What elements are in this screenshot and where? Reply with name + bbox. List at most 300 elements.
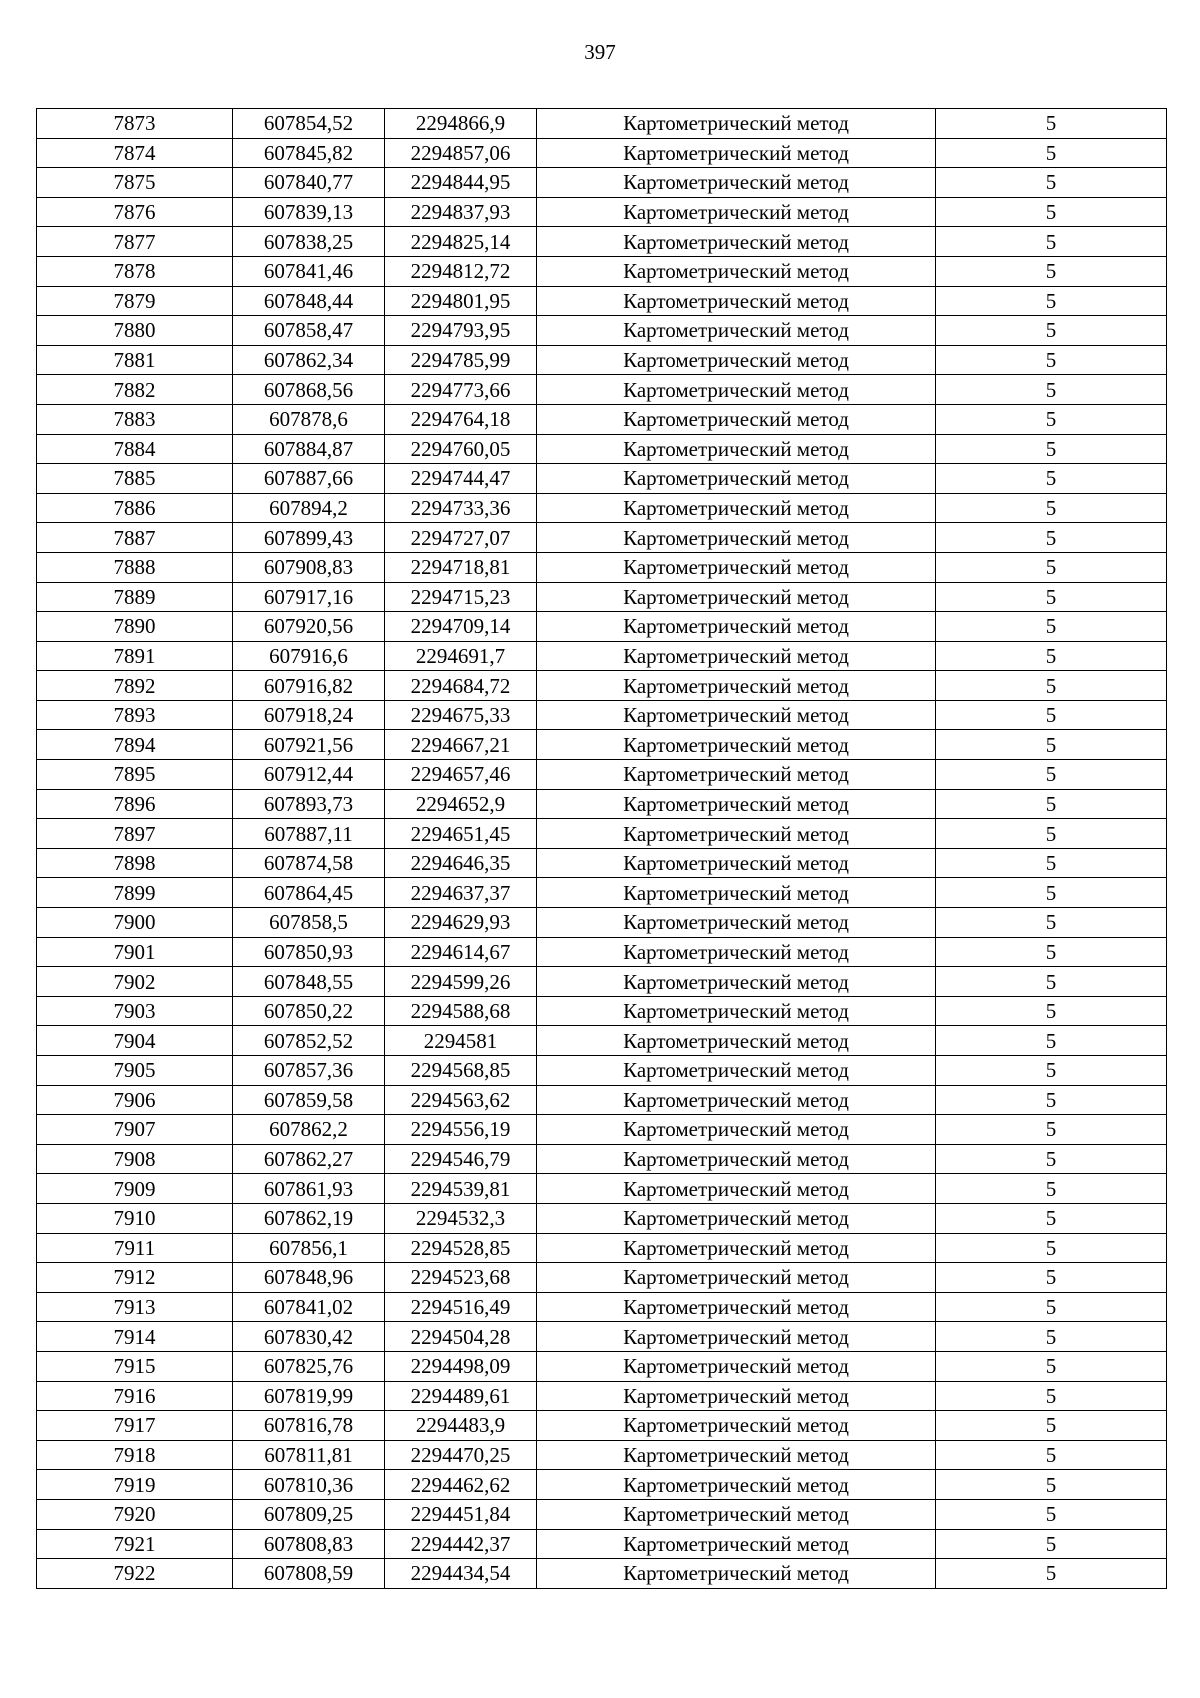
accuracy-cell: 5 [936,1085,1167,1115]
y-coordinate-cell: 2294568,85 [385,1056,537,1086]
y-coordinate-cell: 2294866,9 [385,109,537,139]
point-number-cell: 7906 [37,1085,233,1115]
accuracy-cell: 5 [936,493,1167,523]
y-coordinate-cell: 2294715,23 [385,582,537,612]
accuracy-cell: 5 [936,256,1167,286]
point-number-cell: 7909 [37,1174,233,1204]
method-cell: Картометрический метод [537,286,936,316]
table-row [37,464,1167,494]
x-coordinate-cell: 607862,2 [233,1115,385,1145]
accuracy-cell: 5 [936,937,1167,967]
table-row [37,878,1167,908]
accuracy-cell: 5 [936,1174,1167,1204]
table-row [37,316,1167,346]
accuracy-cell: 5 [936,1056,1167,1086]
point-number-cell: 7920 [37,1499,233,1529]
x-coordinate-cell: 607809,25 [233,1499,385,1529]
x-coordinate-cell: 607861,93 [233,1174,385,1204]
accuracy-cell: 5 [936,819,1167,849]
x-coordinate-cell: 607816,78 [233,1411,385,1441]
x-coordinate-cell: 607864,45 [233,878,385,908]
table-row [37,1233,1167,1263]
point-number-cell: 7883 [37,404,233,434]
method-cell: Картометрический метод [537,1529,936,1559]
y-coordinate-cell: 2294667,21 [385,730,537,760]
x-coordinate-cell: 607840,77 [233,168,385,198]
accuracy-cell: 5 [936,1115,1167,1145]
x-coordinate-cell: 607825,76 [233,1351,385,1381]
y-coordinate-cell: 2294546,79 [385,1144,537,1174]
point-number-cell: 7886 [37,493,233,523]
table-row [37,1056,1167,1086]
y-coordinate-cell: 2294646,35 [385,848,537,878]
accuracy-cell: 5 [936,552,1167,582]
point-number-cell: 7894 [37,730,233,760]
y-coordinate-cell: 2294434,54 [385,1559,537,1589]
table-row [37,1292,1167,1322]
x-coordinate-cell: 607856,1 [233,1233,385,1263]
accuracy-cell: 5 [936,1292,1167,1322]
x-coordinate-cell: 607884,87 [233,434,385,464]
x-coordinate-cell: 607858,47 [233,316,385,346]
y-coordinate-cell: 2294629,93 [385,908,537,938]
table-row [37,227,1167,257]
point-number-cell: 7922 [37,1559,233,1589]
x-coordinate-cell: 607916,82 [233,671,385,701]
table-row [37,523,1167,553]
x-coordinate-cell: 607920,56 [233,612,385,642]
accuracy-cell: 5 [936,345,1167,375]
y-coordinate-cell: 2294709,14 [385,612,537,642]
y-coordinate-cell: 2294516,49 [385,1292,537,1322]
table-row [37,286,1167,316]
method-cell: Картометрический метод [537,582,936,612]
y-coordinate-cell: 2294651,45 [385,819,537,849]
x-coordinate-cell: 607810,36 [233,1470,385,1500]
table-row [37,1026,1167,1056]
y-coordinate-cell: 2294844,95 [385,168,537,198]
accuracy-cell: 5 [936,908,1167,938]
x-coordinate-cell: 607838,25 [233,227,385,257]
y-coordinate-cell: 2294451,84 [385,1499,537,1529]
method-cell: Картометрический метод [537,227,936,257]
y-coordinate-cell: 2294773,66 [385,375,537,405]
table-row [37,908,1167,938]
y-coordinate-cell: 2294614,67 [385,937,537,967]
table-row [37,1263,1167,1293]
x-coordinate-cell: 607848,96 [233,1263,385,1293]
method-cell: Картометрический метод [537,760,936,790]
accuracy-cell: 5 [936,1559,1167,1589]
y-coordinate-cell: 2294837,93 [385,197,537,227]
point-number-cell: 7873 [37,109,233,139]
table-row [37,1085,1167,1115]
x-coordinate-cell: 607874,58 [233,848,385,878]
x-coordinate-cell: 607848,44 [233,286,385,316]
method-cell: Картометрический метод [537,730,936,760]
x-coordinate-cell: 607819,99 [233,1381,385,1411]
method-cell: Картометрический метод [537,1499,936,1529]
x-coordinate-cell: 607899,43 [233,523,385,553]
x-coordinate-cell: 607850,22 [233,996,385,1026]
y-coordinate-cell: 2294812,72 [385,256,537,286]
table-row [37,819,1167,849]
x-coordinate-cell: 607918,24 [233,700,385,730]
point-number-cell: 7918 [37,1440,233,1470]
accuracy-cell: 5 [936,316,1167,346]
point-number-cell: 7874 [37,138,233,168]
method-cell: Картометрический метод [537,1174,936,1204]
table-row [37,1381,1167,1411]
y-coordinate-cell: 2294498,09 [385,1351,537,1381]
method-cell: Картометрический метод [537,671,936,701]
point-number-cell: 7912 [37,1263,233,1293]
point-number-cell: 7878 [37,256,233,286]
x-coordinate-cell: 607912,44 [233,760,385,790]
accuracy-cell: 5 [936,1203,1167,1233]
point-number-cell: 7881 [37,345,233,375]
method-cell: Картометрический метод [537,700,936,730]
method-cell: Картометрический метод [537,1056,936,1086]
y-coordinate-cell: 2294857,06 [385,138,537,168]
y-coordinate-cell: 2294504,28 [385,1322,537,1352]
point-number-cell: 7915 [37,1351,233,1381]
table-row [37,1559,1167,1589]
point-number-cell: 7885 [37,464,233,494]
point-number-cell: 7896 [37,789,233,819]
accuracy-cell: 5 [936,1351,1167,1381]
y-coordinate-cell: 2294489,61 [385,1381,537,1411]
x-coordinate-cell: 607852,52 [233,1026,385,1056]
y-coordinate-cell: 2294825,14 [385,227,537,257]
accuracy-cell: 5 [936,168,1167,198]
y-coordinate-cell: 2294588,68 [385,996,537,1026]
method-cell: Картометрический метод [537,375,936,405]
method-cell: Картометрический метод [537,1411,936,1441]
method-cell: Картометрический метод [537,1144,936,1174]
x-coordinate-cell: 607841,46 [233,256,385,286]
table-row [37,848,1167,878]
y-coordinate-cell: 2294528,85 [385,1233,537,1263]
y-coordinate-cell: 2294764,18 [385,404,537,434]
x-coordinate-cell: 607808,59 [233,1559,385,1589]
point-number-cell: 7893 [37,700,233,730]
y-coordinate-cell: 2294675,33 [385,700,537,730]
y-coordinate-cell: 2294483,9 [385,1411,537,1441]
y-coordinate-cell: 2294599,26 [385,967,537,997]
point-number-cell: 7895 [37,760,233,790]
coordinates-table [36,108,1167,1589]
table-row [37,138,1167,168]
table-row [37,1144,1167,1174]
x-coordinate-cell: 607839,13 [233,197,385,227]
y-coordinate-cell: 2294442,37 [385,1529,537,1559]
point-number-cell: 7910 [37,1203,233,1233]
table-row [37,109,1167,139]
x-coordinate-cell: 607830,42 [233,1322,385,1352]
point-number-cell: 7901 [37,937,233,967]
y-coordinate-cell: 2294744,47 [385,464,537,494]
y-coordinate-cell: 2294684,72 [385,671,537,701]
method-cell: Картометрический метод [537,789,936,819]
point-number-cell: 7916 [37,1381,233,1411]
y-coordinate-cell: 2294691,7 [385,641,537,671]
accuracy-cell: 5 [936,612,1167,642]
point-number-cell: 7919 [37,1470,233,1500]
point-number-cell: 7877 [37,227,233,257]
accuracy-cell: 5 [936,1381,1167,1411]
table-row [37,700,1167,730]
point-number-cell: 7887 [37,523,233,553]
table-row [37,789,1167,819]
accuracy-cell: 5 [936,878,1167,908]
method-cell: Картометрический метод [537,197,936,227]
x-coordinate-cell: 607862,27 [233,1144,385,1174]
method-cell: Картометрический метод [537,345,936,375]
table-row [37,1440,1167,1470]
y-coordinate-cell: 2294470,25 [385,1440,537,1470]
x-coordinate-cell: 607878,6 [233,404,385,434]
accuracy-cell: 5 [936,434,1167,464]
method-cell: Картометрический метод [537,641,936,671]
accuracy-cell: 5 [936,464,1167,494]
accuracy-cell: 5 [936,1026,1167,1056]
method-cell: Картометрический метод [537,109,936,139]
table-row [37,1470,1167,1500]
accuracy-cell: 5 [936,1322,1167,1352]
table-row [37,1174,1167,1204]
accuracy-cell: 5 [936,286,1167,316]
y-coordinate-cell: 2294581 [385,1026,537,1056]
y-coordinate-cell: 2294556,19 [385,1115,537,1145]
y-coordinate-cell: 2294652,9 [385,789,537,819]
accuracy-cell: 5 [936,671,1167,701]
method-cell: Картометрический метод [537,523,936,553]
table-row [37,1115,1167,1145]
accuracy-cell: 5 [936,848,1167,878]
method-cell: Картометрический метод [537,967,936,997]
point-number-cell: 7876 [37,197,233,227]
point-number-cell: 7875 [37,168,233,198]
point-number-cell: 7905 [37,1056,233,1086]
method-cell: Картометрический метод [537,1203,936,1233]
method-cell: Картометрический метод [537,1470,936,1500]
point-number-cell: 7880 [37,316,233,346]
accuracy-cell: 5 [936,1263,1167,1293]
point-number-cell: 7898 [37,848,233,878]
point-number-cell: 7917 [37,1411,233,1441]
table-row [37,256,1167,286]
accuracy-cell: 5 [936,404,1167,434]
method-cell: Картометрический метод [537,612,936,642]
y-coordinate-cell: 2294718,81 [385,552,537,582]
method-cell: Картометрический метод [537,316,936,346]
point-number-cell: 7884 [37,434,233,464]
table-row [37,197,1167,227]
method-cell: Картометрический метод [537,404,936,434]
table-row [37,612,1167,642]
x-coordinate-cell: 607841,02 [233,1292,385,1322]
method-cell: Картометрический метод [537,1233,936,1263]
method-cell: Картометрический метод [537,552,936,582]
x-coordinate-cell: 607858,5 [233,908,385,938]
method-cell: Картометрический метод [537,908,936,938]
y-coordinate-cell: 2294523,68 [385,1263,537,1293]
method-cell: Картометрический метод [537,1559,936,1589]
point-number-cell: 7891 [37,641,233,671]
method-cell: Картометрический метод [537,464,936,494]
y-coordinate-cell: 2294733,36 [385,493,537,523]
accuracy-cell: 5 [936,523,1167,553]
accuracy-cell: 5 [936,641,1167,671]
table-row [37,552,1167,582]
method-cell: Картометрический метод [537,256,936,286]
accuracy-cell: 5 [936,1144,1167,1174]
accuracy-cell: 5 [936,1470,1167,1500]
page-number: 397 [584,40,616,64]
accuracy-cell: 5 [936,789,1167,819]
method-cell: Картометрический метод [537,878,936,908]
y-coordinate-cell: 2294462,62 [385,1470,537,1500]
accuracy-cell: 5 [936,1440,1167,1470]
point-number-cell: 7902 [37,967,233,997]
accuracy-cell: 5 [936,967,1167,997]
x-coordinate-cell: 607887,66 [233,464,385,494]
x-coordinate-cell: 607893,73 [233,789,385,819]
point-number-cell: 7888 [37,552,233,582]
point-number-cell: 7879 [37,286,233,316]
table-row [37,375,1167,405]
y-coordinate-cell: 2294727,07 [385,523,537,553]
table-row [37,730,1167,760]
x-coordinate-cell: 607859,58 [233,1085,385,1115]
method-cell: Картометрический метод [537,1026,936,1056]
point-number-cell: 7900 [37,908,233,938]
table-row [37,1351,1167,1381]
method-cell: Картометрический метод [537,1322,936,1352]
accuracy-cell: 5 [936,138,1167,168]
accuracy-cell: 5 [936,730,1167,760]
accuracy-cell: 5 [936,996,1167,1026]
method-cell: Картометрический метод [537,996,936,1026]
table-row [37,1499,1167,1529]
x-coordinate-cell: 607921,56 [233,730,385,760]
accuracy-cell: 5 [936,375,1167,405]
method-cell: Картометрический метод [537,1381,936,1411]
accuracy-cell: 5 [936,1499,1167,1529]
point-number-cell: 7907 [37,1115,233,1145]
accuracy-cell: 5 [936,197,1167,227]
table-row [37,168,1167,198]
y-coordinate-cell: 2294785,99 [385,345,537,375]
point-number-cell: 7913 [37,1292,233,1322]
accuracy-cell: 5 [936,760,1167,790]
method-cell: Картометрический метод [537,168,936,198]
point-number-cell: 7914 [37,1322,233,1352]
accuracy-cell: 5 [936,582,1167,612]
method-cell: Картометрический метод [537,1085,936,1115]
x-coordinate-cell: 607916,6 [233,641,385,671]
accuracy-cell: 5 [936,700,1167,730]
point-number-cell: 7903 [37,996,233,1026]
y-coordinate-cell: 2294539,81 [385,1174,537,1204]
x-coordinate-cell: 607848,55 [233,967,385,997]
x-coordinate-cell: 607908,83 [233,552,385,582]
table-row [37,434,1167,464]
y-coordinate-cell: 2294760,05 [385,434,537,464]
accuracy-cell: 5 [936,1233,1167,1263]
point-number-cell: 7882 [37,375,233,405]
table-row [37,404,1167,434]
table-row [37,996,1167,1026]
point-number-cell: 7889 [37,582,233,612]
point-number-cell: 7897 [37,819,233,849]
accuracy-cell: 5 [936,109,1167,139]
method-cell: Картометрический метод [537,1440,936,1470]
method-cell: Картометрический метод [537,138,936,168]
accuracy-cell: 5 [936,1411,1167,1441]
x-coordinate-cell: 607887,11 [233,819,385,849]
table-row [37,1322,1167,1352]
x-coordinate-cell: 607894,2 [233,493,385,523]
y-coordinate-cell: 2294563,62 [385,1085,537,1115]
point-number-cell: 7892 [37,671,233,701]
table-row [37,1411,1167,1441]
table-row [37,582,1167,612]
x-coordinate-cell: 607857,36 [233,1056,385,1086]
point-number-cell: 7908 [37,1144,233,1174]
table-row [37,641,1167,671]
table-row [37,671,1167,701]
y-coordinate-cell: 2294657,46 [385,760,537,790]
x-coordinate-cell: 607917,16 [233,582,385,612]
coordinates-table-body [37,109,1167,1589]
method-cell: Картометрический метод [537,1292,936,1322]
x-coordinate-cell: 607868,56 [233,375,385,405]
x-coordinate-cell: 607850,93 [233,937,385,967]
x-coordinate-cell: 607862,34 [233,345,385,375]
method-cell: Картометрический метод [537,937,936,967]
point-number-cell: 7921 [37,1529,233,1559]
method-cell: Картометрический метод [537,848,936,878]
accuracy-cell: 5 [936,227,1167,257]
x-coordinate-cell: 607845,82 [233,138,385,168]
table-row [37,937,1167,967]
x-coordinate-cell: 607811,81 [233,1440,385,1470]
point-number-cell: 7890 [37,612,233,642]
y-coordinate-cell: 2294793,95 [385,316,537,346]
table-row [37,1529,1167,1559]
table-row [37,345,1167,375]
table-row [37,1203,1167,1233]
x-coordinate-cell: 607808,83 [233,1529,385,1559]
y-coordinate-cell: 2294532,3 [385,1203,537,1233]
table-row [37,493,1167,523]
accuracy-cell: 5 [936,1529,1167,1559]
table-row [37,760,1167,790]
x-coordinate-cell: 607862,19 [233,1203,385,1233]
point-number-cell: 7904 [37,1026,233,1056]
method-cell: Картометрический метод [537,1263,936,1293]
method-cell: Картометрический метод [537,434,936,464]
method-cell: Картометрический метод [537,819,936,849]
point-number-cell: 7911 [37,1233,233,1263]
method-cell: Картометрический метод [537,1351,936,1381]
method-cell: Картометрический метод [537,1115,936,1145]
point-number-cell: 7899 [37,878,233,908]
y-coordinate-cell: 2294801,95 [385,286,537,316]
method-cell: Картометрический метод [537,493,936,523]
